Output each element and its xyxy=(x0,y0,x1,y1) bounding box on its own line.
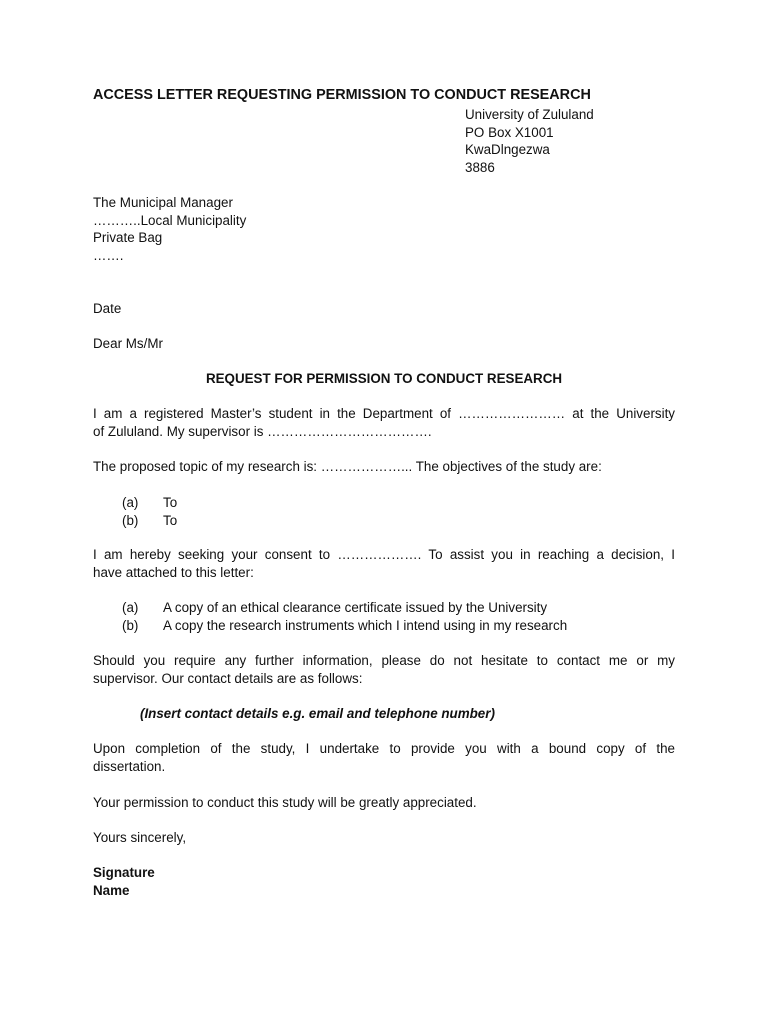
contact-details-note: (Insert contact details e.g. email and telephone number) xyxy=(140,706,495,721)
intro-line: of Zululand. My supervisor is ………………………………. xyxy=(93,423,432,439)
appreciation-paragraph xyxy=(93,794,675,812)
recipient-address xyxy=(93,194,246,264)
topic-paragraph xyxy=(93,458,675,476)
sender-address-line: 3886 xyxy=(465,159,495,175)
appreciation-line: Your permission to conduct this study will be greatly appreciated. xyxy=(93,795,477,810)
sender-address-line: PO Box X1001 xyxy=(465,124,554,140)
completion-line: Upon completion of the study, I undertake to provide you with a bound copy of the xyxy=(93,741,675,756)
intro-line: I am a registered Master’s student in the Department of …………………… at the University xyxy=(93,406,675,421)
attachments-list xyxy=(122,599,567,634)
list-item-text: A copy of an ethical clearance certificate issued by the University xyxy=(163,600,548,615)
subject-heading: REQUEST FOR PERMISSION TO CONDUCT RESEARCH xyxy=(205,371,563,386)
completion-line: dissertation. xyxy=(93,758,166,774)
closing-line: Yours sincerely, xyxy=(93,830,187,845)
recipient-address-line: The Municipal Manager xyxy=(93,195,233,210)
objectives-list xyxy=(122,494,177,529)
closing-paragraph xyxy=(93,829,675,847)
name-label: Name xyxy=(93,882,130,898)
salutation: Dear Ms/Mr xyxy=(93,336,163,351)
list-item xyxy=(122,617,567,635)
signature-block xyxy=(93,864,675,899)
list-item xyxy=(122,494,177,512)
consent-paragraph xyxy=(93,546,675,581)
date-label: Date xyxy=(93,301,122,316)
list-marker: (a) xyxy=(122,600,139,615)
info-paragraph xyxy=(93,652,675,687)
list-item xyxy=(122,599,567,617)
list-item xyxy=(122,512,177,530)
recipient-address-line: ……. xyxy=(93,247,124,263)
sender-address-line: University of Zululand xyxy=(465,107,594,122)
list-item-text: To xyxy=(163,495,178,510)
completion-paragraph xyxy=(93,740,675,775)
info-line: Should you require any further information, please do not hesitate to contact me or my xyxy=(93,653,675,668)
document-title: ACCESS LETTER REQUESTING PERMISSION TO CONDUCT RESEARCH xyxy=(93,87,591,103)
signature-label: Signature xyxy=(93,865,155,880)
list-item-text: A copy the research instruments which I intend using in my research xyxy=(163,617,568,633)
consent-line: have attached to this letter: xyxy=(93,564,254,580)
list-marker: (b) xyxy=(122,617,139,633)
consent-line: I am hereby seeking your consent to ………………. To assist you in reaching a decision, I xyxy=(93,547,675,562)
sender-address-line: KwaDlngezwa xyxy=(465,142,550,157)
list-marker: (a) xyxy=(122,495,139,510)
recipient-address-line: ………..Local Municipality xyxy=(93,212,247,228)
info-line: supervisor. Our contact details are as follows: xyxy=(93,670,363,686)
list-marker: (b) xyxy=(122,512,139,528)
intro-paragraph xyxy=(93,405,675,440)
recipient-address-line: Private Bag xyxy=(93,230,163,245)
sender-address xyxy=(465,106,594,176)
list-item-text: To xyxy=(163,512,178,528)
topic-line: The proposed topic of my research is: ………………... The objectives of the study are: xyxy=(93,459,602,474)
